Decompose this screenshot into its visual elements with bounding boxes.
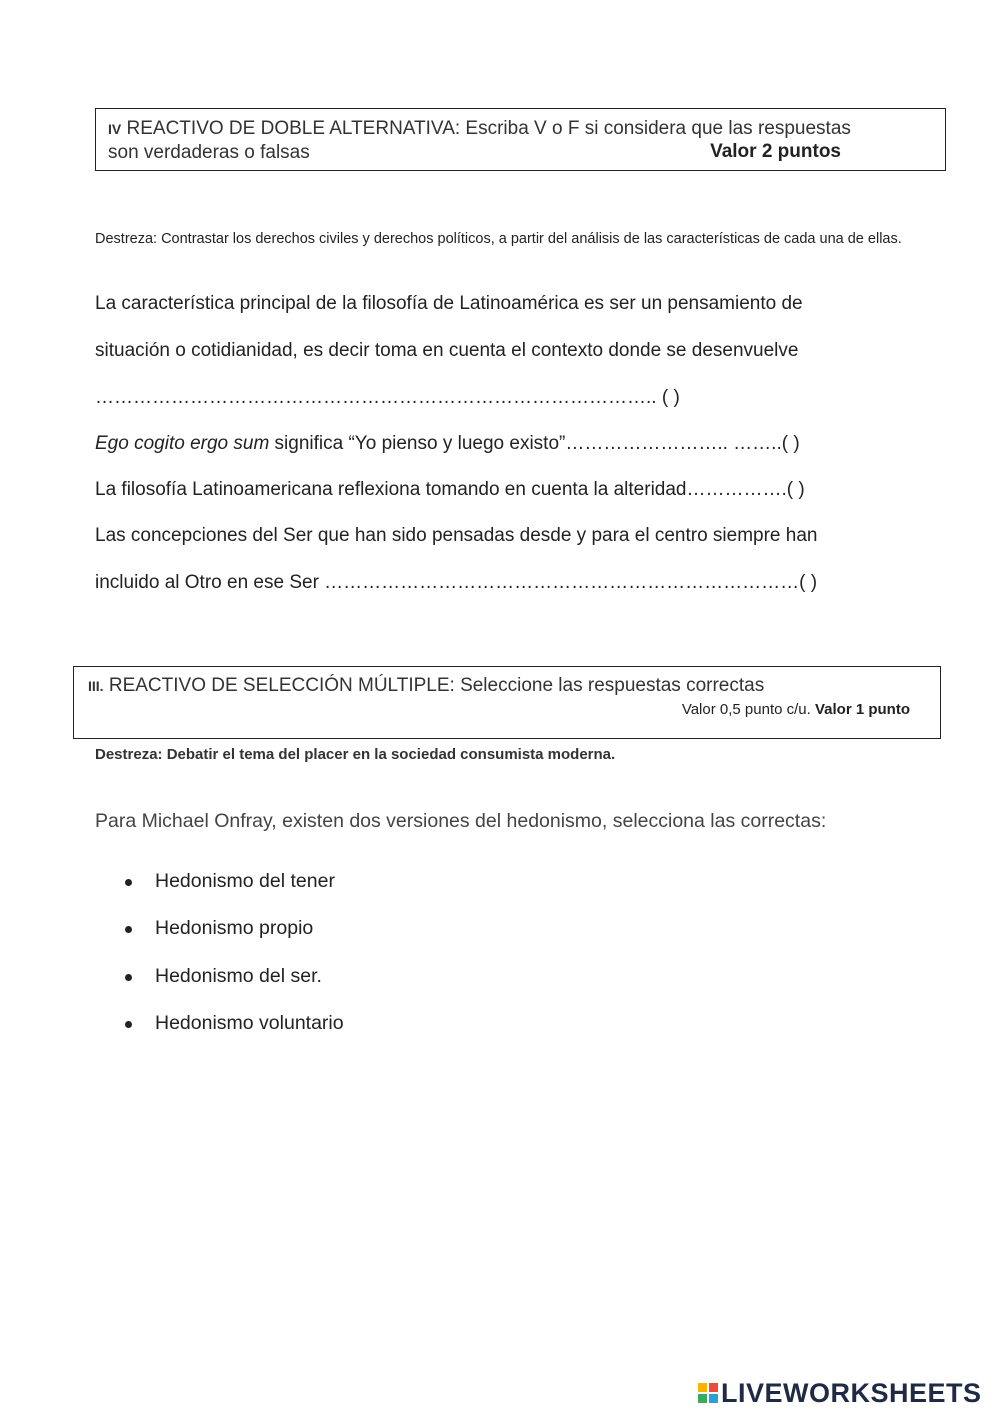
- liveworksheets-logo: [698, 1377, 982, 1408]
- statement-1-answer-line[interactable]: …………………………………………………………………………….. ( ): [95, 387, 680, 408]
- destreza-iii: Destreza: Debatir el tema del placer en la sociedad consumista moderna.: [95, 746, 616, 763]
- section-title-line1: REACTIVO DE DOBLE ALTERNATIVA: Escriba V o F si considera que las respuestas: [126, 118, 851, 139]
- section-title: REACTIVO DE SELECCIÓN MÚLTIPLE: Seleccione las respuestas correctas: [108, 675, 765, 696]
- value-per-item: Valor 0,5 punto c/u.: [681, 701, 811, 718]
- statement-3[interactable]: La filosofía Latinoamericana reflexiona tomando en cuenta la alteridad…………….( ): [95, 479, 805, 500]
- bullet-icon: [125, 926, 132, 933]
- section-iii-header: [73, 666, 941, 739]
- statement-1-line-1: La característica principal de la filosofía de Latinoamérica es ser un pensamiento de: [95, 293, 803, 314]
- logo-text: LIVEWORKSHEETS: [721, 1377, 982, 1408]
- statement-2-text: significa “Yo pienso y luego existo”…………………….. ……..( ): [269, 433, 800, 454]
- logo-square: [709, 1383, 718, 1392]
- logo-square: [709, 1394, 718, 1403]
- statement-1-line-2: situación o cotidianidad, es decir toma en cuenta el contexto donde se desenvuelve: [95, 340, 799, 361]
- option-3[interactable]: Hedonismo del ser.: [155, 965, 322, 987]
- logo-square: [698, 1394, 707, 1403]
- section-number: IV: [108, 121, 122, 137]
- section-number: III.: [88, 678, 104, 694]
- section-iv-header: [95, 108, 946, 171]
- logo-mark-icon: [698, 1383, 718, 1403]
- logo-square: [698, 1383, 707, 1392]
- option-2[interactable]: Hedonismo propio: [155, 917, 314, 939]
- bullet-icon: [125, 879, 132, 886]
- option-4[interactable]: Hedonismo voluntario: [155, 1012, 344, 1034]
- statement-4-line-1: Las concepciones del Ser que han sido pensadas desde y para el centro siempre han: [95, 525, 818, 546]
- question-text: Para Michael Onfray, existen dos versiones del hedonismo, selecciona las correctas:: [95, 810, 827, 832]
- value-total: Valor 1 punto: [814, 701, 910, 718]
- section-title-line2: son verdaderas o falsas: [108, 142, 310, 163]
- destreza-iv: Destreza: Contrastar los derechos civiles y derechos políticos, a partir del análisis de las características de cada una de ellas.: [95, 231, 902, 247]
- section-value: Valor 2 puntos: [710, 141, 841, 162]
- latin-phrase: Ego cogito ergo sum: [95, 433, 270, 454]
- statement-4-line-2[interactable]: incluido al Otro en ese Ser …………………………………………………………………( ): [95, 572, 818, 593]
- bullet-icon: [125, 974, 132, 981]
- statement-2[interactable]: [95, 433, 800, 455]
- section-value: [682, 699, 910, 721]
- bullet-icon: [125, 1021, 132, 1028]
- option-1[interactable]: Hedonismo del tener: [155, 870, 335, 892]
